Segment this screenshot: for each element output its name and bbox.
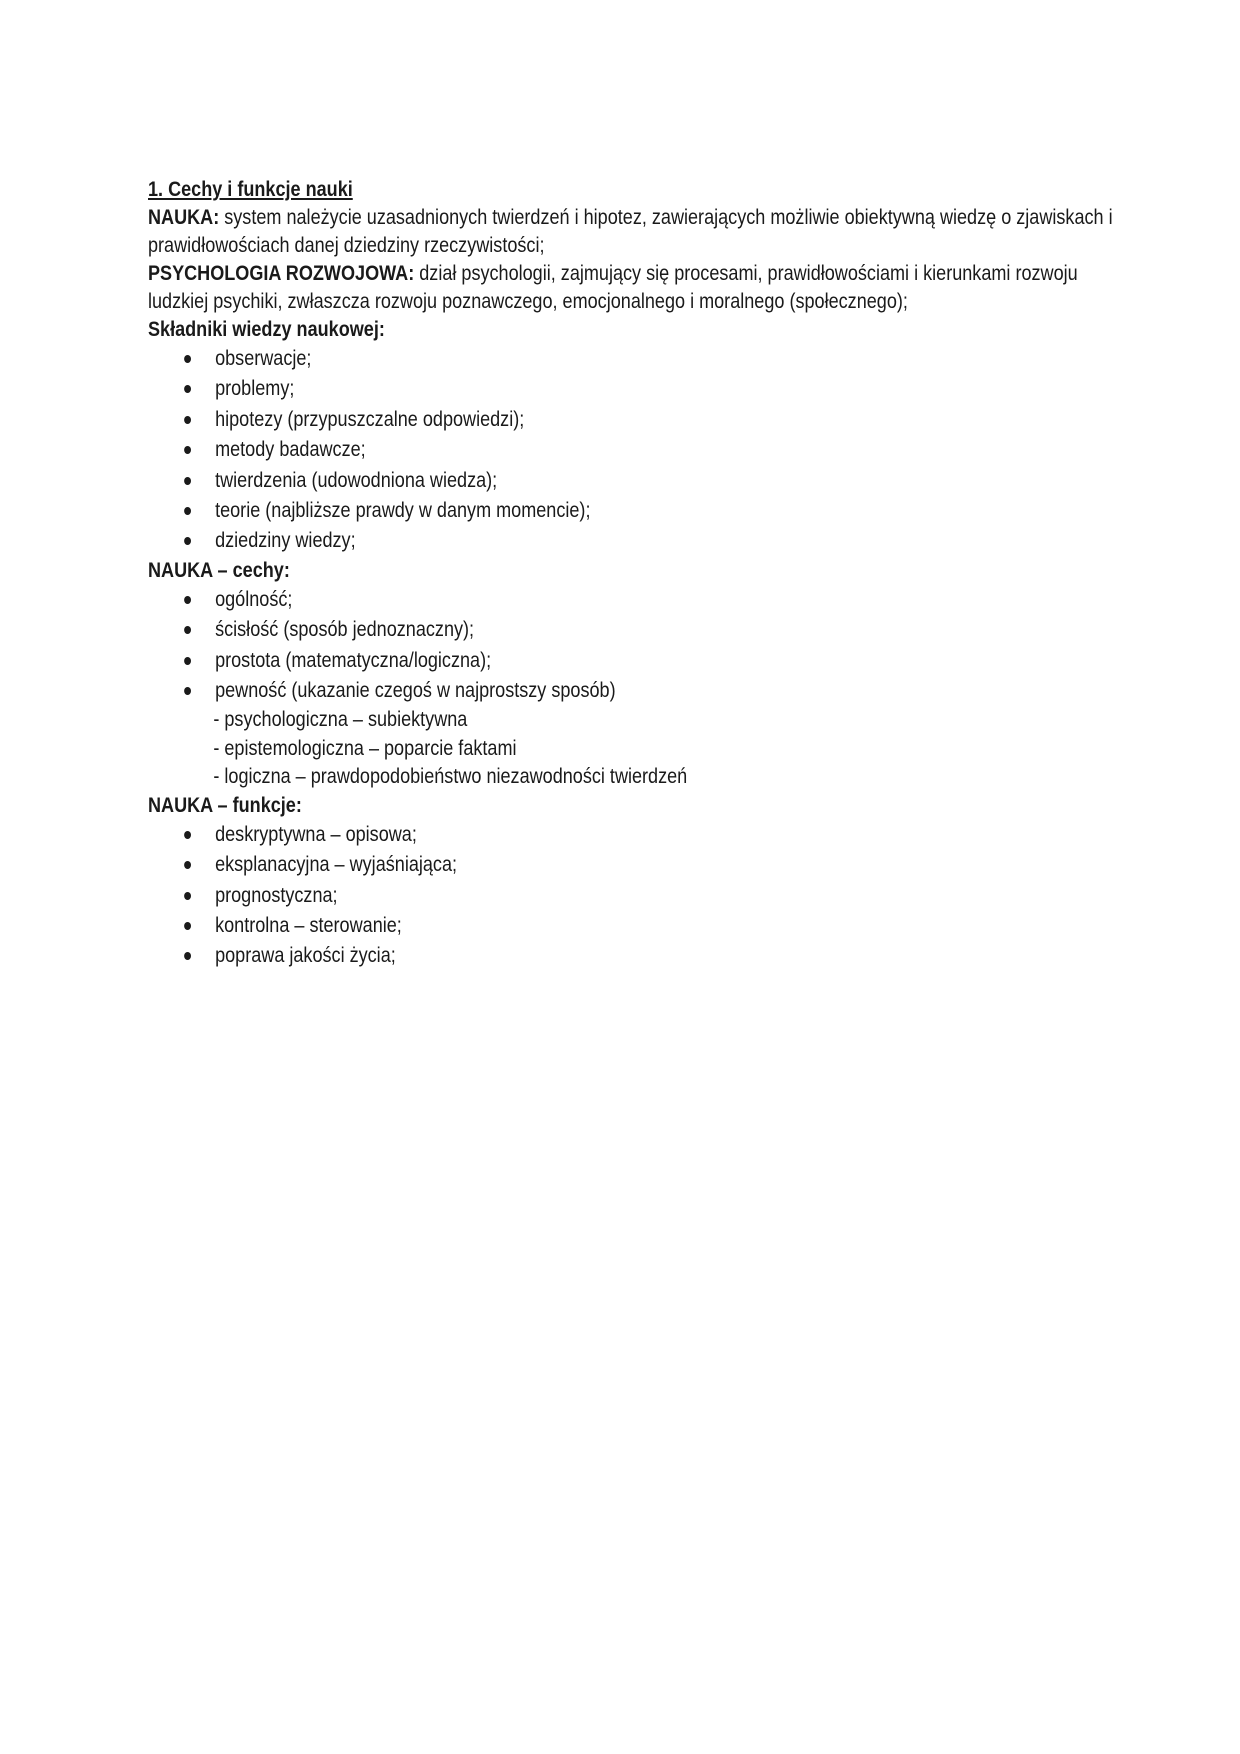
list-item-text: problemy; xyxy=(215,377,295,401)
list-item xyxy=(184,496,1128,526)
list-item-text: prognostyczna; xyxy=(215,883,338,907)
list-item xyxy=(184,941,1128,971)
section-heading: 1. Cechy i funkcje nauki xyxy=(148,178,353,201)
list-item xyxy=(184,344,1128,374)
sublist-item: - logiczna – prawdopodobieństwo niezawodności twierdzeń xyxy=(213,765,688,789)
bullet-icon xyxy=(184,952,191,960)
bullet-icon xyxy=(184,355,191,363)
list-item xyxy=(184,881,1128,911)
list-item xyxy=(184,676,1128,706)
list-item xyxy=(184,435,1128,465)
functions-list xyxy=(148,820,1128,972)
psychology-definition-text: dział psychologii, zajmujący się procesami, prawidłowościami i kierunkami rozwoju ludzkiej psychiki, zwłaszcza rozwoju poznawczego, emocjonalnego i moralnego (społecznego); xyxy=(148,262,1078,313)
list-item-text: pewność (ukazanie czegoś w najprostszy sposób) xyxy=(215,678,616,702)
sublist-item: - psychologiczna – subiektywna xyxy=(213,708,468,732)
list-item xyxy=(184,911,1128,941)
certainty-sublist xyxy=(148,706,1128,792)
list-item-text: deskryptywna – opisowa; xyxy=(215,822,417,846)
list-item-text: hipotezy (przypuszczalne odpowiedzi); xyxy=(215,407,525,431)
list-item xyxy=(184,850,1128,880)
list-item-text: teorie (najbliższe prawdy w danym momencie); xyxy=(215,498,591,522)
bullet-icon xyxy=(184,537,191,545)
document-page xyxy=(148,176,1128,972)
sublist-item: - epistemologiczna – poparcie faktami xyxy=(213,736,517,760)
list-item-text: ogólność; xyxy=(215,587,293,611)
bullet-icon xyxy=(184,892,191,900)
nauka-term: NAUKA: xyxy=(148,206,220,229)
bullet-icon xyxy=(184,922,191,930)
list-item xyxy=(184,466,1128,496)
nauka-definition xyxy=(148,204,1128,260)
list-item-text: kontrolna – sterowanie; xyxy=(215,913,402,937)
list-item xyxy=(184,526,1128,556)
list-item xyxy=(184,615,1128,645)
bullet-icon xyxy=(184,596,191,604)
functions-label: NAUKA – funkcje: xyxy=(148,793,302,817)
bullet-icon xyxy=(184,446,191,454)
bullet-icon xyxy=(184,657,191,665)
bullet-icon xyxy=(184,861,191,869)
bullet-icon xyxy=(184,477,191,485)
list-item-text: twierdzenia (udowodniona wiedza); xyxy=(215,468,498,492)
list-item xyxy=(184,405,1128,435)
bullet-icon xyxy=(184,687,191,695)
bullet-icon xyxy=(184,626,191,634)
psychology-term: PSYCHOLOGIA ROZWOJOWA: xyxy=(148,262,415,285)
bullet-icon xyxy=(184,831,191,839)
bullet-icon xyxy=(184,507,191,515)
features-label: NAUKA – cechy: xyxy=(148,558,290,582)
list-item-text: obserwacje; xyxy=(215,347,312,370)
list-item xyxy=(184,585,1128,615)
list-item xyxy=(184,374,1128,404)
components-label: Składniki wiedzy naukowej: xyxy=(148,318,385,341)
bullet-icon xyxy=(184,416,191,424)
list-item-text: poprawa jakości życia; xyxy=(215,944,396,968)
list-item-text: prostota (matematyczna/logiczna); xyxy=(215,648,492,672)
list-item-text: ścisłość (sposób jednoznaczny); xyxy=(215,618,475,642)
list-item xyxy=(184,820,1128,850)
list-item xyxy=(184,646,1128,676)
components-list xyxy=(148,344,1128,557)
list-item-text: dziedziny wiedzy; xyxy=(215,529,356,553)
list-item-text: eksplanacyjna – wyjaśniająca; xyxy=(215,853,458,877)
list-item-text: metody badawcze; xyxy=(215,438,366,462)
nauka-definition-text: system należycie uzasadnionych twierdzeń i hipotez, zawierających możliwie obiektywną wiedzę o zjawiskach i prawidłowościach danej dziedziny rzeczywistości; xyxy=(148,206,1113,257)
psychology-definition xyxy=(148,260,1128,316)
features-list xyxy=(148,585,1128,707)
bullet-icon xyxy=(184,385,191,393)
